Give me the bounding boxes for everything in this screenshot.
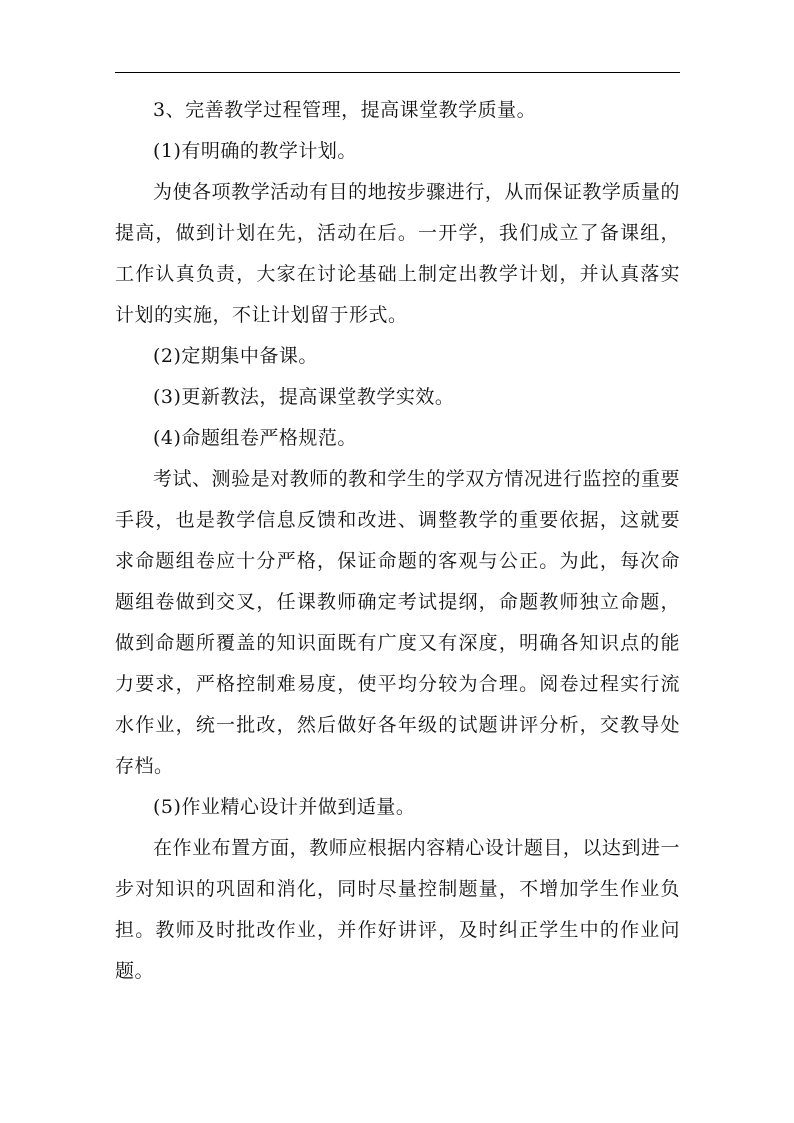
subheading-4: (4)命题组卷严格规范。 (153, 427, 357, 449)
document-body (115, 90, 680, 992)
subheading-1: (1)有明确的教学计划。 (153, 140, 357, 162)
section-heading-3: 3、完善教学过程管理，提高课堂教学质量。 (153, 99, 537, 121)
subheading-2: (2)定期集中备课。 (153, 345, 318, 367)
header-rule (115, 72, 680, 73)
paragraph-teaching-plan: 为使各项教学活动有目的地按步骤进行，从而保证教学质量的提高，做到计划在先，活动在后。一开学，我们成立了备课组，工作认真负责，大家在讨论基础上制定出教学计划，并认真落实计划的实施，不让计划留于形式。 (115, 181, 680, 326)
paragraph-homework-design: 在作业布置方面，教师应根据内容精心设计题目，以达到进一步对知识的巩固和消化，同时尽量控制题量，不增加学生作业负担。教师及时批改作业，并作好讲评，及时纠正学生中的作业问题。 (115, 837, 680, 982)
subheading-5: (5)作业精心设计并做到适量。 (153, 796, 416, 818)
subheading-3: (3)更新教法，提高课堂教学实效。 (153, 386, 455, 408)
paragraph-exam-standards: 考试、测验是对教师的教和学生的学双方情况进行监控的重要手段，也是教学信息反馈和改进、调整教学的重要依据，这就要求命题组卷应十分严格，保证命题的客观与公正。为此，每次命题组卷做到交叉，任课教师确定考试提纲，命题教师独立命题，做到命题所覆盖的知识面既有广度又有深度，明确各知识点的能力要求，严格控制难易度，使平均分较为合理。阅卷过程实行流水作业，统一批改，然后做好各年级的试题讲评分析，交教导处存档。 (115, 468, 680, 777)
